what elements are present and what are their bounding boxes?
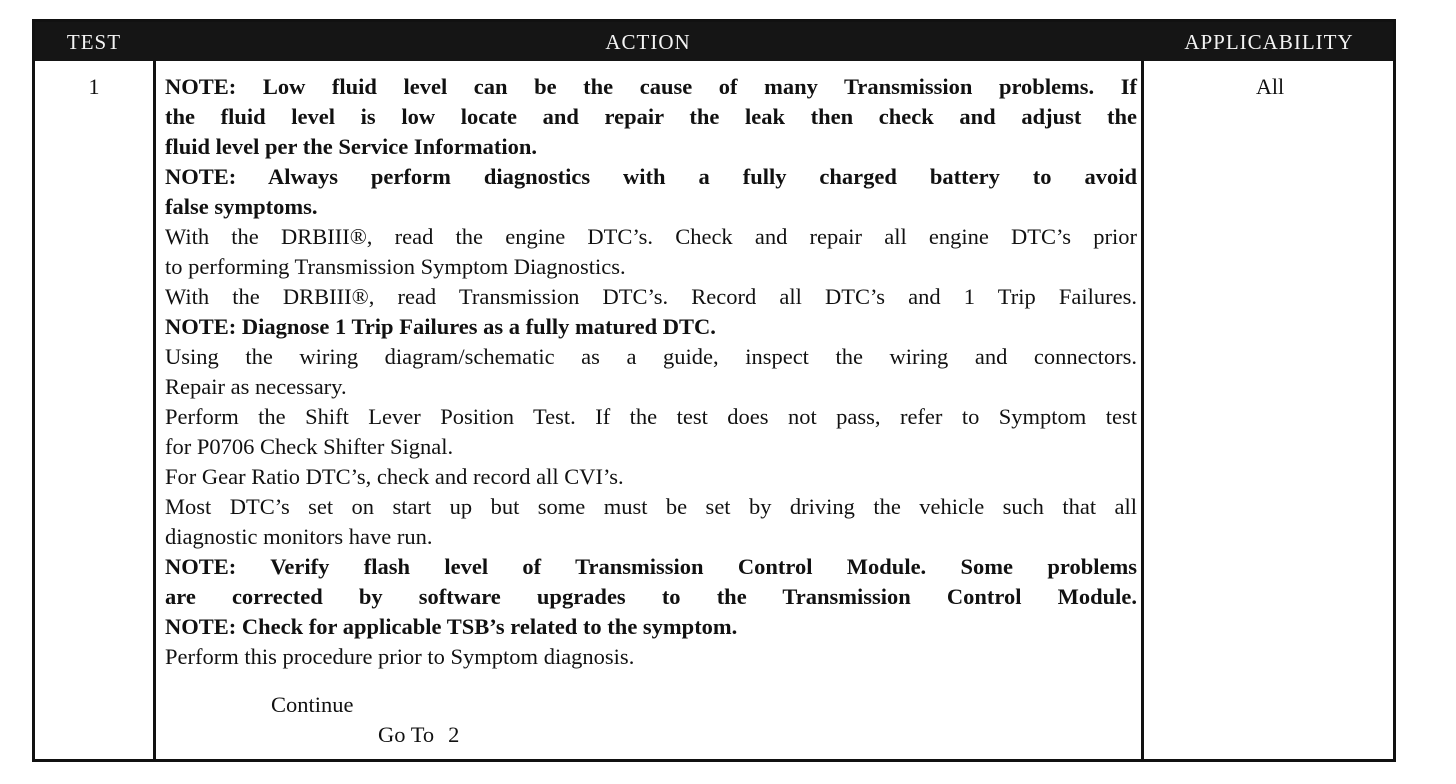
test-number: 1 xyxy=(88,74,100,99)
action-line: Using the wiring diagram/schematic as a guide, inspect the wiring and connectors. xyxy=(165,344,1137,369)
action-line: the fluid level is low locate and repair the leak then check and adjust the xyxy=(165,104,1137,129)
goto-instruction[interactable] xyxy=(378,720,459,750)
action-line: NOTE: Low fluid level can be the cause of many Transmission problems. If xyxy=(165,74,1137,99)
goto-label: Go To xyxy=(378,722,435,747)
column-divider xyxy=(153,61,156,759)
action-line: Repair as necessary. xyxy=(165,374,347,399)
action-line: Perform the Shift Lever Position Test. If the test does not pass, refer to Symptom test xyxy=(165,404,1137,429)
action-line: NOTE: Check for applicable TSB’s related to the symptom. xyxy=(165,614,738,639)
header-applicability: APPLICABILITY xyxy=(1184,30,1354,54)
action-line: Most DTC’s set on start up but some must be set by driving the vehicle such that all xyxy=(165,494,1137,519)
action-line: diagnostic monitors have run. xyxy=(165,524,433,549)
action-line: NOTE: Diagnose 1 Trip Failures as a fully matured DTC. xyxy=(165,314,716,339)
column-divider xyxy=(1141,61,1144,759)
action-line: NOTE: Verify flash level of Transmission Control Module. Some problems xyxy=(165,554,1137,579)
action-line: For Gear Ratio DTC’s, check and record all CVI’s. xyxy=(165,464,624,489)
action-line: to performing Transmission Symptom Diagnostics. xyxy=(165,254,626,279)
header-action: ACTION xyxy=(605,30,691,54)
action-line: for P0706 Check Shifter Signal. xyxy=(165,434,454,459)
action-line: With the DRBIII®, read the engine DTC’s. Check and repair all engine DTC’s prior xyxy=(165,224,1137,249)
applicability-value: All xyxy=(1255,74,1285,99)
action-line: Perform this procedure prior to Symptom diagnosis. xyxy=(165,644,635,669)
action-line: are corrected by software upgrades to the Transmission Control Module. xyxy=(165,584,1137,609)
continue-label: Continue xyxy=(271,692,354,717)
table-header xyxy=(35,22,1393,61)
diagnostic-table xyxy=(32,19,1396,762)
action-line: false symptoms. xyxy=(165,194,318,219)
action-text xyxy=(165,72,1137,672)
header-test: TEST xyxy=(66,30,122,54)
action-line: NOTE: Always perform diagnostics with a fully charged battery to avoid xyxy=(165,164,1137,189)
goto-target[interactable]: 2 xyxy=(448,722,460,747)
action-line: fluid level per the Service Information. xyxy=(165,134,538,159)
action-line: With the DRBIII®, read Transmission DTC’s. Record all DTC’s and 1 Trip Failures. xyxy=(165,284,1137,309)
